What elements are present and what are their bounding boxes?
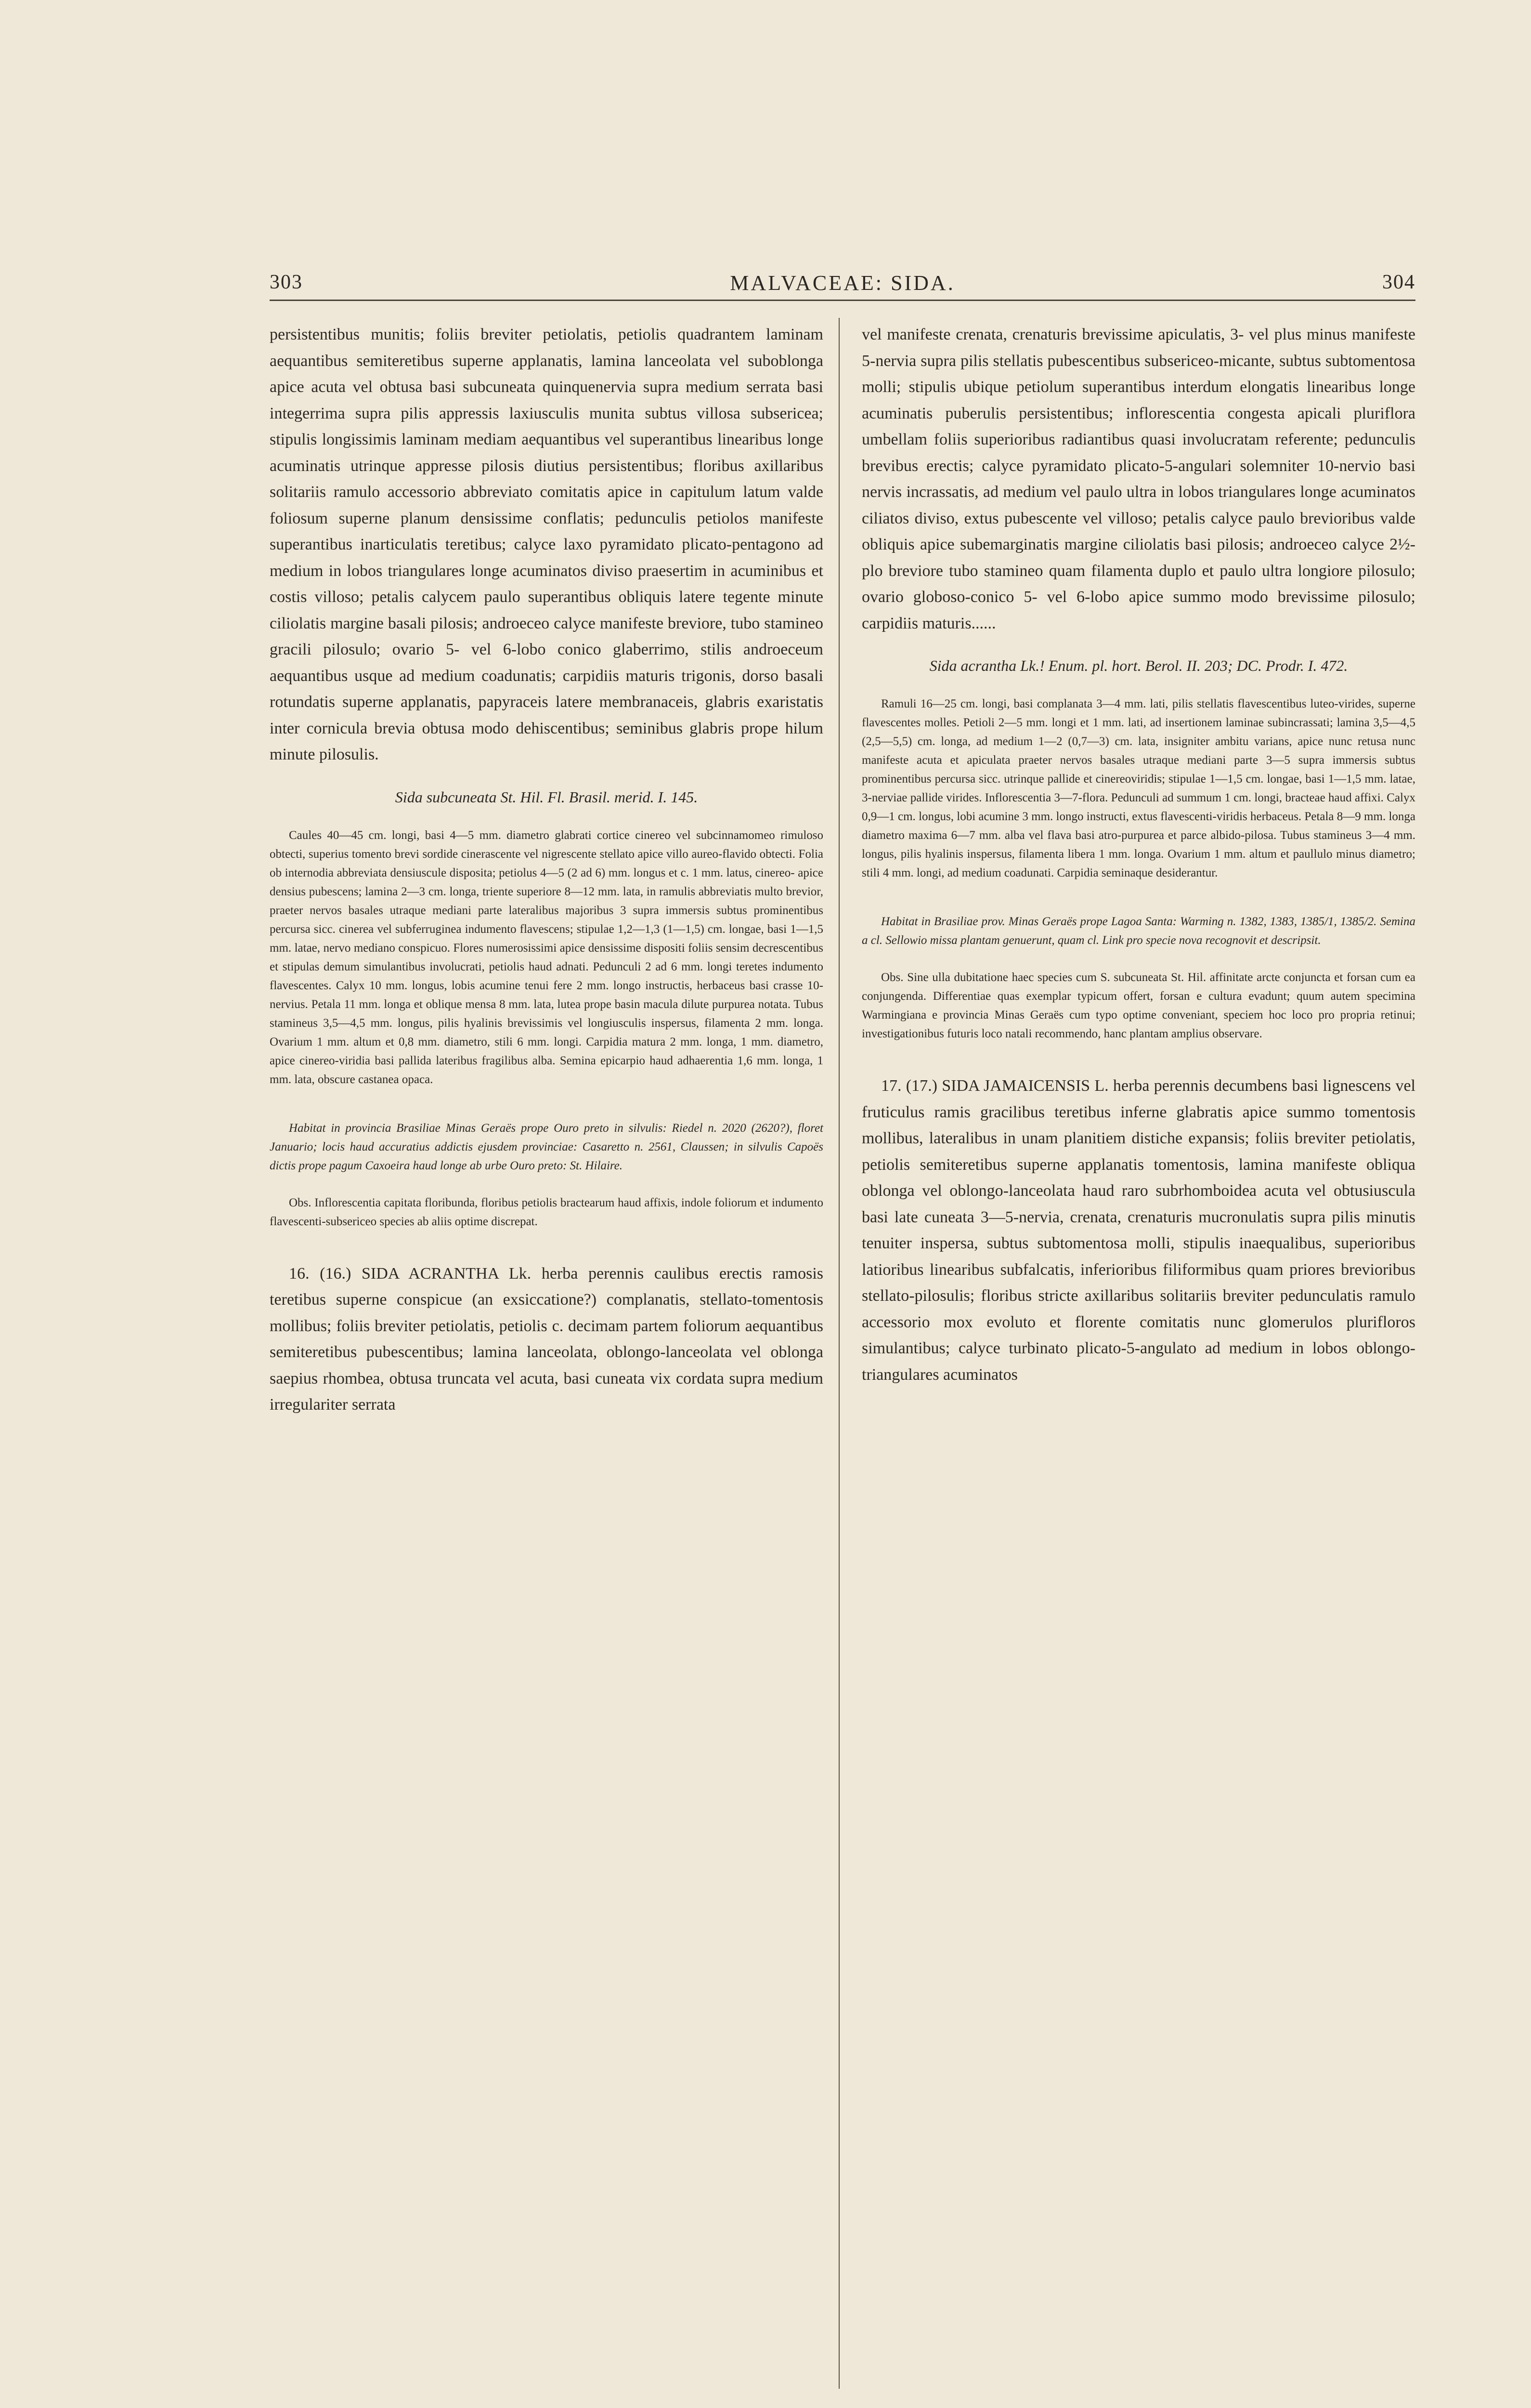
- right-column: [862, 322, 1415, 1388]
- detailed-description: Ramuli 16—25 cm. longi, basi complanata 3—4 mm. lati, pilis stellatis flavescentibus luteo-virides, superne flavescentes molles. Petioli 2—5 mm. longi et 1 mm. lati, ad insertionem laminae subincrassati; lamina 3,5—4,5 (2,5—5,5) cm. longa, ad medium 1—2 (0,7—3) cm. lata, insigniter ambitu varians, apice nunc retusa nunc manifeste acuta et apiculata praeter nervos basales utraque mediani parte 3—5 supra immersis subtus prominentibus percursa sicc. utrinque pallide et cinereoviridis; stipulae 1—1,5 cm. longae, basi 1—1,5 mm. latae, 3-nerviae pallide virides. Inflorescentia 3—7-flora. Pedunculi ad summum 1 cm. longi, bracteae haud affixi. Calyx 0,9—1 cm. longus, lobi acumine 3 mm. longo instructi, extus flavescenti-viridis herbaceus. Petala 8—9 mm. longa diametro maxima 6—7 mm. alba vel flava basi atro-purpurea et parce albido-pilosa. Tubus stamineus 3—4 mm. longus, pilis hyalinis inspersus, filamenta libera 1 mm. longa. Ovarium 1 mm. altum et paullulo minus diametro; stili 4 mm. longi, ad medium coadunati. Carpidia seminaque desiderantur.: [862, 697, 1415, 879]
- description-paragraph: persistentibus munitis; foliis breviter petiolatis, petiolis quadrantem laminam aequantibus semiteretibus superne applanatis, lamina lanceolata vel suboblonga apice acuta vel obtusa basi subcuneata quinquenervia supra medium serrata basi integerrima supra pilis appressis laxiusculis munita subtus villosa subsericea; stipulis longissimis laminam mediam aequantibus vel superantibus linearibus longe acuminatis utrinque appresse pilosis diutius persistentibus; floribus axillaribus solitariis ramulo accessorio abbreviato comitatis apice in capitulum latum valde foliosum superne planum densissime conflatis; pedunculis petiolos manifeste superantibus inarticulatis teretibus; calyce laxo pyramidato plicato-pentagono ad medium in lobos triangulares longe acuminatos diviso praesertim in acuminibus et costis villoso; petalis calycem paulo superantibus obliquis latere tegente minute ciliolatis margine basali pilosis; androeceo calyce manifeste breviore, tubo stamineo gracili pilosulo; ovario 5- vel 6-lobo conico glaberrimo, stilis androeceum aequantibus usque ad medium coadunatis; carpidiis maturis trigonis, dorso basali rotundatis superne applanatis, papyraceis latere membranaceis, glabris exaristatis inter cornicula brevia obtusa modo dehiscentibus; seminibus glabris prope hilum minute pilosulis.: [270, 326, 823, 763]
- species-entry: 16. (16.) SIDA ACRANTHA Lk. herba perennis caulibus erectis ramosis teretibus superne conspicue (an exsiccatione?) complanatis, stellato-tomentosis mollibus; foliis breviter petiolatis, petiolis c. decimam partem foliorum aequantibus semiteretibus pubescentibus; lamina lanceolata, oblongo-lanceolata vel oblonga saepius rhombea, obtusa truncata vel acuta, basi cuneata vix cordata supra medium irregulariter serrata: [270, 1264, 823, 1413]
- column-divider: [839, 318, 840, 2389]
- detailed-description: Caules 40—45 cm. longi, basi 4—5 mm. diametro glabrati cortice cinereo vel subcinnamomeo rimuloso obtecti, superius tomento brevi sordide cinerascente vel nigrescente stellato apice villo aureo-flavido obtecti. Folia ob internodia abbreviata densiuscule disposita; petiolus 4—5 (2 ad 6) mm. longus et c. 1 mm. latus, cinereo- apice densius pubescens; lamina 2—3 cm. longa, triente superiore 8—12 mm. lata, in ramulis abbreviatis multo brevior, praeter nervos basales utraque mediani parte lateralibus majoribus 3 supra immersis subtus prominentibus percursa sicc. cinerea vel subferruginea indumento flavescens; stipulae 1,2—1,3 (1—1,5) cm. longae, basi 1—1,5 mm. latae, nervo mediano conspicuo. Flores numerosissimi apice densissime dispositi foliis sensim decrescentibus et stipulas demum simulantibus involucrati, petiolis haud adnati. Pedunculi 2 ad 6 mm. longi teretes indumento flavescentes. Calyx 10 mm. longus, lobis acumine tenui fere 2 mm. longo instructis, herbaceus basi crasse 10-nervius. Petala 11 mm. longa et oblique mensa 8 mm. lata, lutea prope basin macula dilute purpurea notata. Tubus stamineus 3,5—4,5 mm. longus, pilis hyalinis brevissimis vel longiusculis inspersus, filamenta 2 mm. longa. Ovarium 1 mm. altum et 0,8 mm. diametro, stili 6 mm. longi. Carpidia matura 2 mm. longa, 1 mm. diametro, apice cinereo-viridia basi pallida lateribus fragilibus alba. Semina epicarpio haud adhaerentia 1,6 mm. longa, 1 mm. lata, obscure castanea opaca.: [270, 828, 823, 1086]
- citation: Sida acrantha Lk.! Enum. pl. hort. Berol. II. 203; DC. Prodr. I. 472.: [929, 657, 1348, 674]
- observation-note: Obs. Inflorescentia capitata floribunda, floribus petiolis bractearum haud affixis, indole foliorum et indumento flavescenti-subsericeo species ab aliis optime discrepat.: [270, 1196, 823, 1228]
- species-entry: 17. (17.) SIDA JAMAICENSIS L. herba perennis decumbens basi lignescens vel fruticulus ramis gracilibus teretibus inferne glabratis apice summo tomentosis mollibus, lateralibus in unam planitiem distiche expansis; foliis breviter petiolatis, petiolis semiteretibus superne applanatis tomentosis, lamina manifeste obliqua oblonga vel oblongo-lanceolata haud raro subrhomboidea acuta vel obtusiuscula basi late cuneata 3—5-nervia, crenata, crenaturis mucronulatis supra pilis minutis tenuiter inspersa, subtus subtomentosa molli, stipulis inaequalibus, superioribus latioribus linearibus subfalcatis, inferioribus filiformibus quam priores brevioribus stellato-pilosulis; floribus stricte axillaribus solitariis breviter pedunculatis ramulo accessorio mox evoluto et florente comitatis nunc glomerulos plurifloros simulantibus; calyce turbinato plicato-5-angulato ad medium in lobos oblongo-triangulares acuminatos: [862, 1077, 1415, 1384]
- habitat-note: Habitat in provincia Brasiliae Minas Geraës prope Ouro preto in silvulis: Riedel n. 2020 (2620?), floret Januario; locis haud accuratius addictis ejusdem provinciae: Casaretto n. 2561, Claussen; in silvulis Capoës dictis prope pagum Caxoeira haud longe ab urbe Ouro preto: St. Hilaire.: [270, 1121, 823, 1172]
- running-title: MALVACEAE: SIDA.: [730, 271, 955, 295]
- observation-note: Obs. Sine ulla dubitatione haec species cum S. subcuneata St. Hil. affinitate arcte conjuncta et forsan cum ea conjungenda. Differentiae quas exemplar typicum offert, forsan e cultura evadunt; quum autem specimina Warmingiana e provincia Minas Geraës cum typo optime conveniant, speciem hoc loco pro propria retinui; investigationibus futuris loco natali recommendo, hanc plantam amplius observare.: [862, 971, 1415, 1040]
- citation: Sida subcuneata St. Hil. Fl. Brasil. merid. I. 145.: [395, 788, 698, 806]
- page-number-left: 303: [270, 271, 303, 293]
- left-column: [270, 322, 823, 1418]
- habitat-note: Habitat in Brasiliae prov. Minas Geraës prope Lagoa Santa: Warming n. 1382, 1383, 1385/1, 1385/2. Semina a cl. Sellowio missa plantam genuerunt, quam cl. Link pro specie nova recognovit et descripsit.: [862, 915, 1415, 947]
- header-rule: [270, 300, 1415, 301]
- description-paragraph: vel manifeste crenata, crenaturis brevissime apiculatis, 3- vel plus minus manifeste 5-nervia supra pilis stellatis pubescentibus subsericeo-micante, subtus subtomentosa molli; stipulis ubique petiolum superantibus interdum elongatis linearibus longe acuminatis puberulis persistentibus; inflorescentia congesta apicali pluriflora umbellam foliis superioribus radiantibus quasi involucratam referente; pedunculis brevibus erectis; calyce pyramidato plicato-5-angulari solemniter 10-nervio basi nervis incrassatis, ad medium vel paulo ultra in lobos triangulares longe acuminatos ciliatos diviso, extus pubescente vel villoso; petalis calyce paulo brevioribus valde obliquis apice subemarginatis margine ciliolatis basi pilosis; androeceo calyce 2½-plo breviore tubo stamineo quam filamenta duplo et paulo ultra longiore pilosulo; ovario globoso-conico 5- vel 6-lobo apice summo modo brevissime pilosulo; carpidiis maturis......: [862, 326, 1415, 632]
- page-number-right: 304: [1382, 271, 1415, 293]
